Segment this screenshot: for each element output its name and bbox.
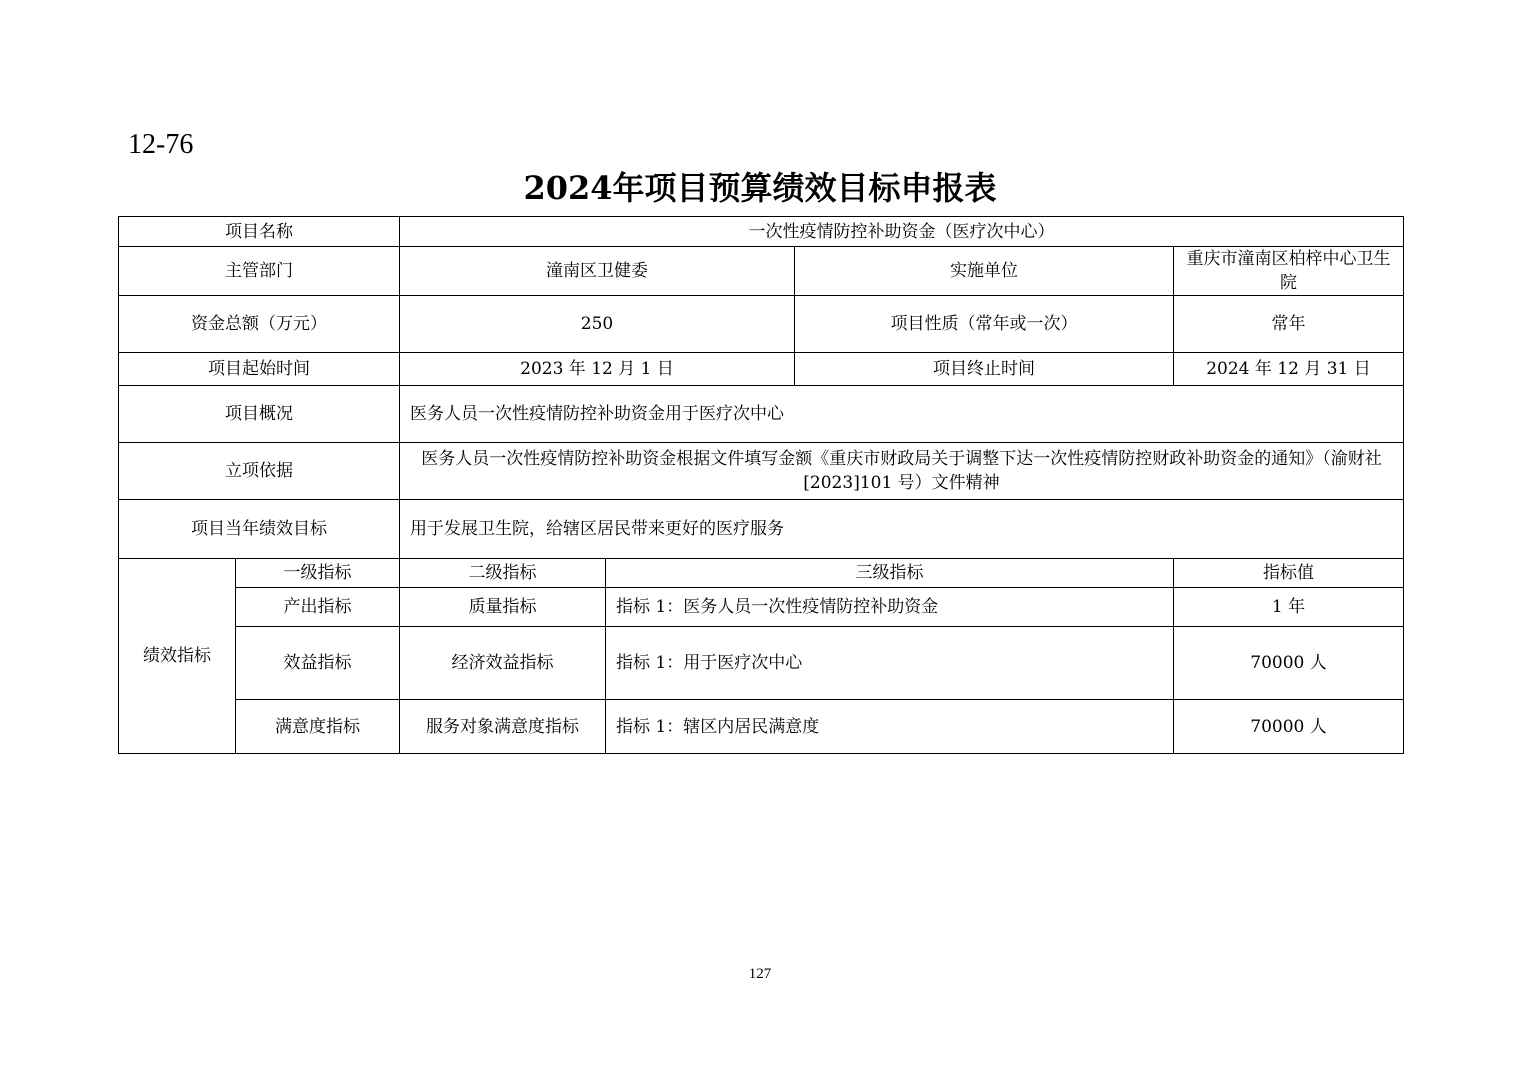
indicator-level1: 产出指标	[236, 588, 400, 627]
indicators-label: 绩效指标	[119, 559, 236, 754]
table-row-period	[119, 353, 1404, 386]
total-funds-label: 资金总额（万元）	[119, 296, 400, 353]
overview-value: 医务人员一次性疫情防控补助资金用于医疗次中心	[400, 386, 1404, 443]
level2-header: 二级指标	[400, 559, 606, 588]
table-row-overview	[119, 386, 1404, 443]
indicator-value: 70000 人	[1174, 700, 1404, 754]
indicator-row	[119, 700, 1404, 754]
indicator-value: 70000 人	[1174, 627, 1404, 700]
project-name-value: 一次性疫情防控补助资金（医疗次中心）	[400, 217, 1404, 247]
indicator-level1: 满意度指标	[236, 700, 400, 754]
indicator-row	[119, 588, 1404, 627]
end-time-value: 2024 年 12 月 31 日	[1174, 353, 1404, 386]
implementer-value: 重庆市潼南区柏梓中心卫生院	[1174, 247, 1404, 296]
level3-header: 三级指标	[606, 559, 1174, 588]
indicator-row	[119, 627, 1404, 700]
table-row-project-name	[119, 217, 1404, 247]
indicator-level1: 效益指标	[236, 627, 400, 700]
end-time-label: 项目终止时间	[795, 353, 1174, 386]
implementer-label: 实施单位	[795, 247, 1174, 296]
indicator-header-row	[119, 559, 1404, 588]
indicator-level2: 质量指标	[400, 588, 606, 627]
indicator-value: 1 年	[1174, 588, 1404, 627]
table-row-basis	[119, 443, 1404, 500]
value-header: 指标值	[1174, 559, 1404, 588]
department-value: 潼南区卫健委	[400, 247, 795, 296]
indicator-level2: 服务对象满意度指标	[400, 700, 606, 754]
project-nature-label: 项目性质（常年或一次）	[795, 296, 1174, 353]
table-row-funds	[119, 296, 1404, 353]
annual-goal-label: 项目当年绩效目标	[119, 500, 400, 559]
overview-label: 项目概况	[119, 386, 400, 443]
table-row-annual-goal	[119, 500, 1404, 559]
indicator-level3: 指标 1：医务人员一次性疫情防控补助资金	[606, 588, 1174, 627]
indicator-level2: 经济效益指标	[400, 627, 606, 700]
total-funds-value: 250	[400, 296, 795, 353]
start-time-value: 2023 年 12 月 1 日	[400, 353, 795, 386]
budget-performance-table	[118, 216, 1404, 754]
page-number: 127	[748, 966, 772, 982]
document-number: 12-76	[128, 129, 194, 160]
indicator-level3: 指标 1：辖区内居民满意度	[606, 700, 1174, 754]
project-name-label: 项目名称	[119, 217, 400, 247]
basis-value: 医务人员一次性疫情防控补助资金根据文件填写金额《重庆市财政局关于调整下达一次性疫情防控财政补助资金的通知》（渝财社[2023]101 号）文件精神	[400, 443, 1404, 500]
document-title: 2024年项目预算绩效目标申报表	[523, 169, 997, 207]
basis-label: 立项依据	[119, 443, 400, 500]
annual-goal-value: 用于发展卫生院，给辖区居民带来更好的医疗服务	[400, 500, 1404, 559]
table-row-department	[119, 247, 1404, 296]
level1-header: 一级指标	[236, 559, 400, 588]
start-time-label: 项目起始时间	[119, 353, 400, 386]
department-label: 主管部门	[119, 247, 400, 296]
project-nature-value: 常年	[1174, 296, 1404, 353]
indicator-level3: 指标 1：用于医疗次中心	[606, 627, 1174, 700]
